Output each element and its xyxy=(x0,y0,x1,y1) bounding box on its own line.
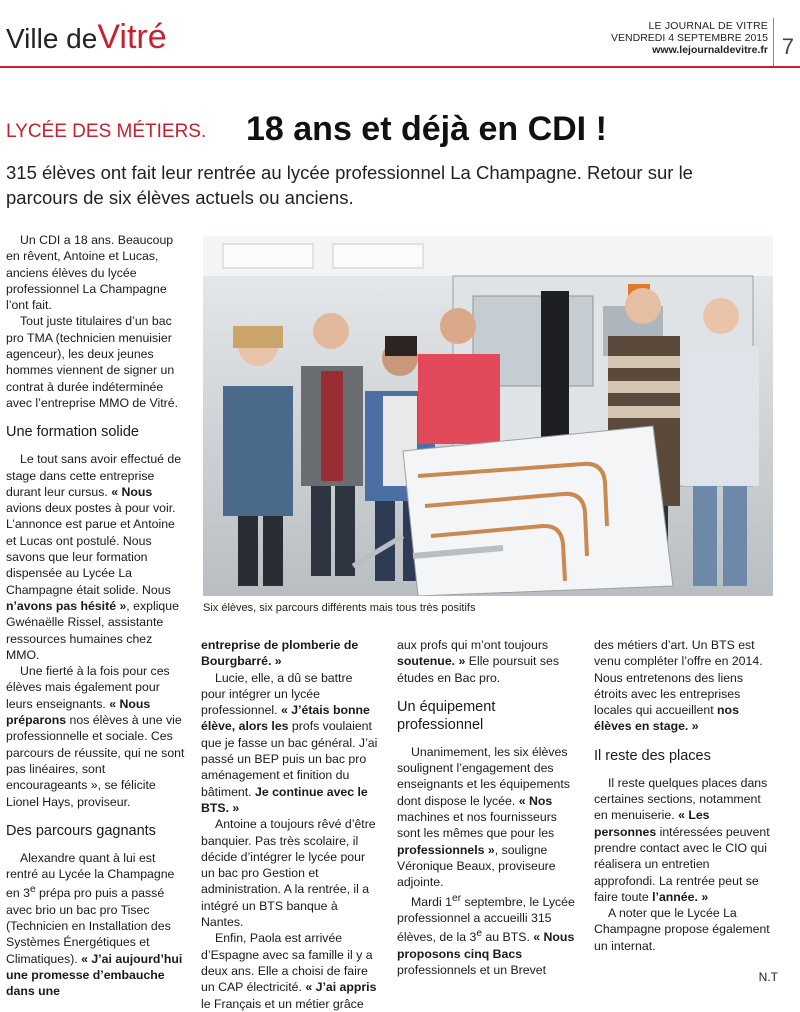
paragraph: Unanimement, les six élèves soulignent l’engagement des enseignants et les équipements dont dispose le lycée. « Nos machines et nos fournisseurs sont les mêmes que pour les professionnels », souligne Véronique Beaux, proviseure adjointe. xyxy=(397,744,570,890)
quote: professionnels » xyxy=(397,842,495,857)
header-rule xyxy=(0,66,800,68)
quote: soutenue. » xyxy=(397,654,466,669)
section-title-city: Vitré xyxy=(97,18,167,56)
section-title xyxy=(6,18,167,57)
paragraph: Enfin, Paola est arrivée d’Espagne avec sa famille il y a deux ans. Elle a choisi de faire un CAP électricité. « J’ai appris le Français et un métier grâce xyxy=(201,931,377,1011)
author-signature: N.T xyxy=(758,970,778,984)
quote: Je continue avec le BTS. » xyxy=(201,784,368,815)
quote: n’avons pas hésité » xyxy=(6,598,127,613)
students-photo-illustration xyxy=(203,236,773,596)
quote: nos élèves en stage. » xyxy=(594,703,739,734)
journal-url[interactable]: www.lejournaldevitre.fr xyxy=(652,44,768,56)
quote: « Nos xyxy=(518,793,553,808)
paragraph: Un CDI a 18 ans. Beaucoup en rêvent, Antoine et Lucas, anciens élèves du lycée professionnel La Champagne l’ont fait. xyxy=(6,233,174,313)
article-kicker: LYCÉE DES MÉTIERS. xyxy=(6,121,207,142)
quote: « Nous xyxy=(111,484,153,499)
subheading: Un équipement professionnel xyxy=(397,698,496,733)
paragraph: Tout juste titulaires d’un bac pro TMA (technicien menuisier agenceur), les deux jeunes hommes viennent de signer un contrat à durée indéterminée avec l’entreprise MMO de Vitré. xyxy=(6,314,178,410)
quote: « Les personnes xyxy=(594,808,710,839)
paragraph: Antoine a toujours rêvé d’être banquier. Pas très scolaire, il décide d’intégrer le lycée pour un bac pro Gestion et administration. A la rentrée, il a intégré un BTS banque à Nantes. xyxy=(201,817,376,930)
journal-name: LE JOURNAL DE VITRE xyxy=(648,20,768,32)
paragraph: Alexandre quant à lui est rentré au Lycée la Champagne en 3e prépa pro puis a passé avec brio un bac pro Tisec (Technicien en Installation des Systèmes Énergétiques et Climatiques). « J’ai aujourd’hui une promesse d’embauche dans une xyxy=(6,850,183,999)
article-title: 18 ans et déjà en CDI ! xyxy=(246,110,607,148)
paragraph: Lucie, elle, a dû se battre pour intégrer un lycée professionnel. « J’étais bonne élève, alors les profs voulaient que je fasse un bac général. J’ai passé un BEP puis un bac pro aménagement et finition du bâtiment. Je continue avec le BTS. » xyxy=(201,670,378,815)
subheading: Il reste des places xyxy=(594,747,711,764)
subheading: Une formation solide xyxy=(6,424,139,441)
quote: « J’étais bonne élève, alors les xyxy=(201,703,370,734)
paragraph xyxy=(201,637,379,670)
page-number: 7 xyxy=(781,34,794,59)
subheading: Des parcours gagnants xyxy=(6,822,156,839)
masthead xyxy=(611,20,768,56)
quote: « Nous proposons cinq Bacs xyxy=(397,930,575,961)
article-column-4 xyxy=(594,637,772,954)
quote: l’année. » xyxy=(652,889,709,904)
paragraph: A noter que le Lycée La Champagne propose également un internat. xyxy=(594,906,770,953)
paragraph: Le tout sans avoir effectué de stage dans cette entreprise durant leur cursus. « Nous avions deux postes à pour voir. L’annonce est parue et Antoine et Lucas ont postulé. Nous savons que leur formation dispensée au Lycée La Champagne était solide. Nous n’avons pas hésité », explique Gwénaëlle Rissel, assistante ressources humaines chez MMO. xyxy=(6,452,182,662)
quote: « J’ai appris xyxy=(305,980,377,995)
article-lead: 315 élèves ont fait leur rentrée au lycée professionnel La Champagne. Retour sur le parcours de six élèves actuels ou anciens. xyxy=(6,162,693,208)
section-title-prefix: Ville de xyxy=(6,23,98,54)
photo-caption: Six élèves, six parcours différents mais tous très positifs xyxy=(203,602,476,614)
header-divider xyxy=(773,18,774,66)
quote: entreprise de plomberie de Bourgbarré. » xyxy=(201,638,359,669)
paragraph: aux profs qui m’ont toujours soutenue. » Elle poursuit ses études en Bac pro. xyxy=(397,638,559,685)
paragraph: Une fierté à la fois pour ces élèves mais également pour leurs enseignants. « Nous préparons nos élèves à une vie professionnelle et sociale. Ces parcours de réussite, qui ne sont pas linéaires, sont encourageants », se félicite Lionel Hays, proviseur. xyxy=(6,664,185,809)
paragraph: Mardi 1er septembre, le Lycée professionnel a accueilli 315 élèves, de la 3e au BTS. « Nous proposons cinq Bacs professionnels et un Brevet xyxy=(397,892,575,977)
issue-date: VENDREDI 4 SEPTEMBRE 2015 xyxy=(611,32,768,44)
article-column-1 xyxy=(6,232,186,1000)
page-header xyxy=(0,0,800,68)
article-column-2 xyxy=(201,637,379,1012)
quote: « Nous préparons xyxy=(6,696,151,728)
paragraph: Il reste quelques places dans certaines sections, notamment en menuiserie. « Les personnes intéressées peuvent prendre contact avec le CIO qui réalisera un entretien approfondi. La rentrée peut se faire toute l’année. » xyxy=(594,775,770,904)
article-photo xyxy=(203,236,773,596)
article-column-3 xyxy=(397,637,577,978)
paragraph: des métiers d’art. Un BTS est venu compléter l’offre en 2014. Nous entretenons des liens étroits avec les entreprises locales qui accueillent nos élèves en stage. » xyxy=(594,638,763,734)
quote: « J’ai aujourd’hui une promesse d’embauche dans une xyxy=(6,951,183,999)
